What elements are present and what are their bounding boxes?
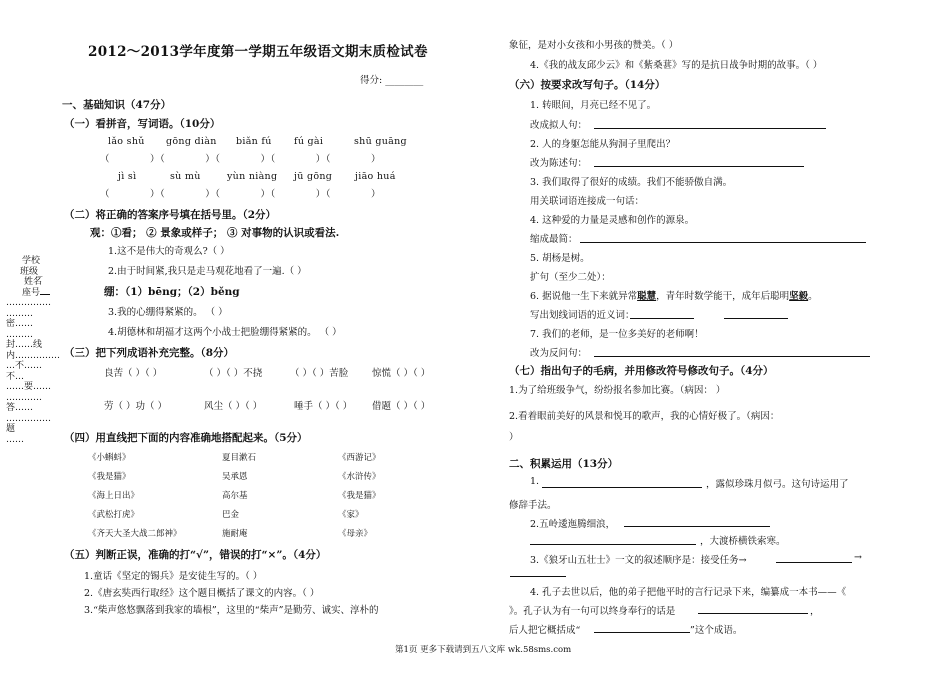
q6-item-6: 6. 据说他一生下来就异常聪慧，青年时数学能干，成年后聪明坚毅。 [530,291,818,302]
s2-item-2-a: 2.五岭逶迤腾细浪， [530,519,616,530]
work-5[interactable]: 《母亲》 [338,529,373,539]
answer-line-s2-1[interactable] [542,487,702,488]
q5-heading: （五）判断正误，准确的打“√”，错误的打“×”。（4分） [64,549,327,561]
q5-item-2: 2.《唐玄奘西行取经》这个题目概括了课文的内容。（ ） [84,588,320,599]
s2-item-1-text: ，露似珍珠月似弓。这句诗运用了 [706,479,849,490]
q6-item-4-prompt: 缩成最简： [530,234,578,245]
seat-label: 座号 [18,288,58,299]
score-label: 得分: ________ [360,75,424,86]
page-title: 2012～2013学年度第一学期五年级语文期末质检试卷 [88,44,428,60]
s2-item-3: 3.《狼牙山五壮士》一文的叙述顺序是：接受任务→ [530,555,747,566]
q6-heading: （六）按要求改写句子。（14分） [509,79,666,91]
answer-line-1[interactable] [594,128,826,129]
seal-line-6: ……要…… [6,382,52,392]
answer-line-s2-3b[interactable] [510,576,566,577]
q6-item-1: 1. 转眼间，月亮已经不见了。 [530,100,657,111]
q2-item-2: 2.由于时间紧,我只是走马观花地看了一遍.（ ） [108,266,307,277]
q6-item-3: 3. 我们取得了很好的成绩。我们不能骄傲自满。 [530,177,733,188]
name-label: 姓名 [24,277,43,287]
answer-line-2[interactable] [594,166,804,167]
idiom-3: （ ）（ ）苦脸 [290,368,349,379]
work-1[interactable]: 《西游记》 [338,453,381,463]
answer-line-4[interactable] [580,242,866,243]
s2-item-4-e: ”这个成语。 [690,625,743,636]
q5-item-4: 4.《我的战友邱少云》和《紫桑葚》写的是抗日战争时期的故事。（ ） [530,60,823,71]
pinyin-7: sù mù [170,171,201,182]
idiom-4: 惊慌（ ）（ ） [372,368,431,379]
q3-heading: （三）把下列成语补充完整。（8分） [64,347,235,359]
idiom-8: 借题（ ）（ ） [372,401,431,412]
q2-item-1: 1.这不是伟大的奇观么?（ ） [108,246,230,257]
work-3[interactable]: 《我是猫》 [338,491,381,501]
answer-line-6b[interactable] [724,318,788,319]
pinyin-6: jì sì [118,171,137,182]
page-footer: 第1页 更多下载请到五八文库 wk.58sms.com [395,645,572,655]
q6-item-5-prompt: 扩句（至少二处）： [530,272,611,283]
seal-line-7: …………答…… [6,392,42,413]
book-5[interactable]: 《齐天大圣大战二郎神》 [88,529,182,539]
book-2[interactable]: 《我是猫》 [88,472,131,482]
author-2[interactable]: 吴承恩 [222,472,248,482]
pinyin-5: shū guāng [354,136,407,147]
answer-line-s2-4a[interactable] [698,613,808,614]
q7-item-2-end: ） [509,432,519,443]
pinyin-8: yùn niàng [227,171,278,182]
s2-item-2-b: ，大渡桥横铁索寒。 [700,536,786,547]
q1-heading: （一）看拼音，写词语。（10分） [64,118,221,130]
pinyin-1: lǎo shǔ [108,136,145,147]
pinyin-4: fú gài [294,136,324,147]
seal-line-4: 内…………… [6,350,61,361]
seal-line-8: ……………题 [6,413,51,434]
q2-item-4: 4.胡德林和胡福才这两个小战士把脸绷得紧紧的。 （ ） [108,327,342,338]
answer-line-6a[interactable] [630,318,694,319]
s2-item-4-b: 》。孔子认为有一句可以终身奉行的话是 [509,606,676,617]
guan-definitions: 观：①看； ② 景象或样子； ③ 对事物的认识或看法. [90,227,340,239]
q2-heading: （二）将正确的答案序号填在括号里。（2分） [64,209,277,221]
q6-item-4: 4. 这种爱的力量是灵感和创作的源泉。 [530,215,695,226]
section-1-heading: 一、基础知识（47分） [62,99,172,111]
q5-item-3: 3.“柴声悠悠飘落到我家的墙根”，这里的“柴声”是勤劳、诚实、淳朴的 [84,605,379,616]
seal-line-5: …不……不… [6,361,43,382]
class-label: 班级_ [20,266,43,277]
answer-line-s2-2a[interactable] [624,526,770,527]
q6-item-6-prompt: 写出划线词语的近义词： [530,310,635,321]
book-3[interactable]: 《海上日出》 [88,491,140,501]
seal-line-2: ………密…… [6,308,34,329]
q7-item-2: 2.看着眼前美好的风景和悦耳的歌声，我的心情好极了。（病因： [509,411,780,422]
q5-item-3-continued: 象征，是对小女孩和小男孩的赞美。（ ） [509,40,679,51]
answer-line-s2-2b[interactable] [530,544,696,545]
author-1[interactable]: 夏目漱石 [222,453,257,463]
author-3[interactable]: 高尔基 [222,491,248,501]
s2-item-4-c: ， [810,606,820,617]
pinyin-9: jū gōng [294,171,333,182]
q6-item-7-prompt: 改为反问句： [530,348,588,359]
s2-item-3-arrow: → [854,552,862,563]
q5-item-1: 1.童话《坚定的锡兵》是安徒生写的。（ ） [84,571,263,582]
s2-item-1-end: 修辞手法。 [509,500,557,511]
q6-item-5: 5. 胡杨是树。 [530,253,590,264]
pinyin-10: jiāo huá [355,171,396,182]
idiom-5: 劳（ ）功（ ） [104,401,168,412]
q7-heading: （七）指出句子的毛病，并用修改符号修改句子。（4分） [509,365,774,377]
idiom-7: 唾手（ ）（ ） [294,401,353,412]
q6-item-7: 7. 我们的老师，是一位多美好的老师啊！ [530,329,704,340]
seal-area [6,256,61,445]
answer-line-s2-3a[interactable] [776,562,852,563]
idiom-2: （ ）（ ）不挠 [204,368,263,379]
beng-definitions: 绷：（1）bēng；（2）běng [104,286,240,298]
school-label: 学校 [22,256,41,266]
answer-line-7[interactable] [594,356,870,357]
s2-item-1-num: 1. [530,476,540,487]
seal-line-1: …………… [6,298,51,308]
q4-heading: （四）用直线把下面的内容准确地搭配起来。（5分） [64,432,308,444]
answer-line-s2-4b[interactable] [594,632,690,633]
q6-item-2: 2. 人的身躯怎能从狗洞子里爬出？ [530,139,676,150]
q7-item-1: 1.为了给班级争气，纷纷报名参加比赛。（病因： ） [509,385,726,396]
s2-item-4-a: 4. 孔子去世以后，他的弟子把他平时的言行记录下来，编纂成一本书——《 [530,587,847,598]
pinyin-3: biǎn fú [236,136,272,147]
book-4[interactable]: 《武松打虎》 [88,510,140,520]
work-4[interactable]: 《家》 [338,510,364,520]
pinyin-2: gōng diàn [166,136,217,147]
seal-line-9: …… [6,434,24,445]
q6-item-2-prompt: 改为陈述句： [530,158,588,169]
author-4[interactable]: 巴金 [222,510,240,520]
seal-line-3: ………封……线 [6,329,43,350]
q2-item-3: 3.我的心绷得紧紧的。 （ ） [108,307,228,318]
section-2-heading: 二、积累运用（13分） [509,458,619,470]
book-1[interactable]: 《小蝌蚪》 [88,453,131,463]
idiom-6: 风尘（ ）（ ） [204,401,263,412]
q6-item-1-prompt: 改成拟人句： [530,120,588,131]
q6-item-3-prompt: 用关联词语连接成一句话： [530,196,645,207]
pinyin-brackets-1[interactable]: （ ）（ ）（ ）（ ）（ ） [100,154,382,165]
author-5[interactable]: 施耐庵 [222,529,248,539]
pinyin-brackets-2[interactable]: （ ）（ ）（ ）（ ）（ ） [100,189,382,200]
idiom-1: 良苦（ ）（ ） [104,368,163,379]
s2-item-4-d: 后人把它概括成“ [509,625,581,636]
work-2[interactable]: 《水浒传》 [338,472,381,482]
